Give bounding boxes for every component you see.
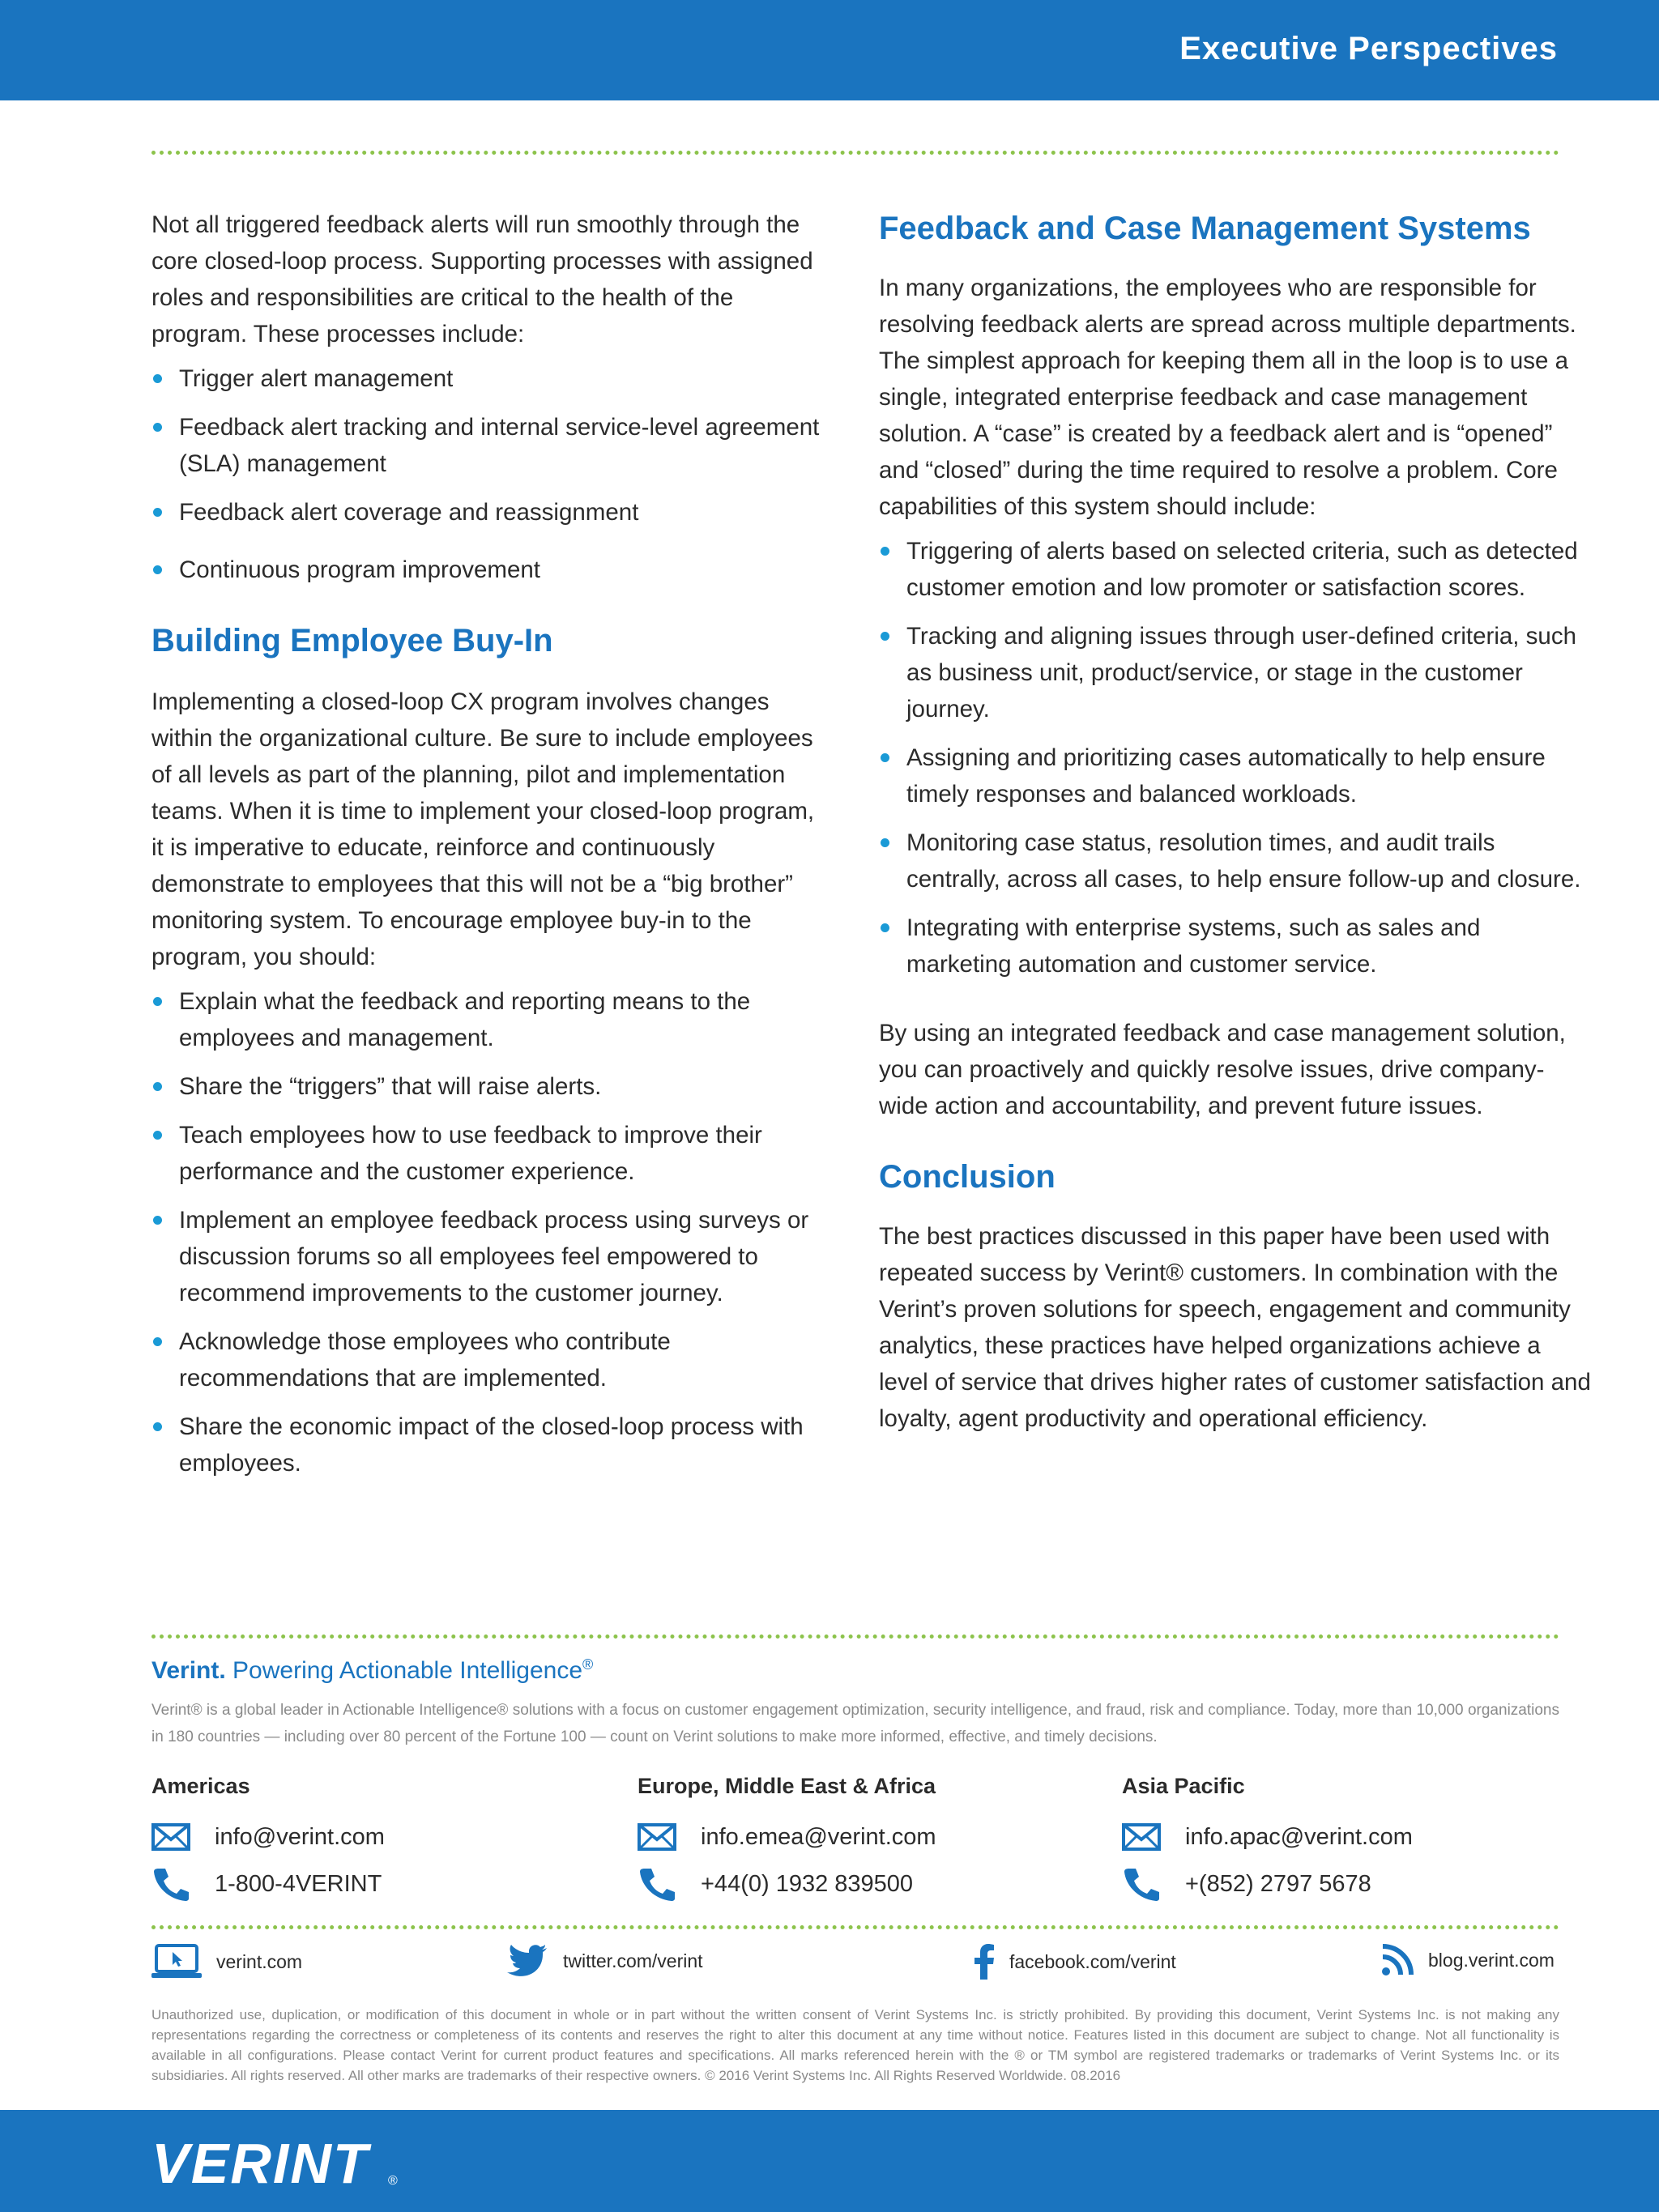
top-divider bbox=[151, 151, 1559, 155]
region-americas bbox=[151, 1774, 385, 1897]
website-text[interactable]: verint.com bbox=[216, 1950, 303, 1972]
region-name: Asia Pacific bbox=[1122, 1774, 1245, 1798]
social-divider bbox=[151, 1925, 1559, 1929]
region-apac bbox=[1122, 1774, 1413, 1897]
conclusion-heading: Conclusion bbox=[879, 1159, 1056, 1195]
brand-name: Verint. bbox=[151, 1657, 226, 1684]
brand-tagline bbox=[151, 1656, 593, 1685]
region-name: Europe, Middle East & Africa bbox=[638, 1774, 936, 1798]
facebook-icon bbox=[974, 1944, 995, 1980]
twitter-icon bbox=[506, 1944, 548, 1978]
phone-contact[interactable] bbox=[638, 1868, 913, 1900]
email-link[interactable]: info@verint.com bbox=[215, 1823, 385, 1850]
conclusion-paragraph: The best practices discussed in this paper have been used with repeated success by Verint® customers. In combination with the Verint’s proven solutions for speech, engagement and community analytics, these practices have helped organizations achieve a level of service that drives higher rates of customer satisfaction and loyalty, agent productivity and operational efficiency. bbox=[879, 1223, 1591, 1432]
capabilities-list bbox=[879, 533, 1592, 982]
buyin-list bbox=[151, 983, 832, 1481]
header-bar bbox=[0, 0, 1659, 100]
rss-icon bbox=[1381, 1944, 1414, 1976]
list-item: Assigning and prioritizing cases automatically to help ensure timely responses and balanced workloads. bbox=[879, 739, 1592, 812]
list-item: Continuous program improvement bbox=[151, 552, 832, 588]
email-contact[interactable] bbox=[151, 1821, 385, 1853]
tagline-text: Powering Actionable Intelligence bbox=[232, 1657, 582, 1684]
email-link[interactable]: info.emea@verint.com bbox=[701, 1823, 936, 1850]
process-list bbox=[151, 360, 832, 588]
list-item: Share the “triggers” that will raise alerts. bbox=[151, 1068, 832, 1105]
email-icon bbox=[151, 1821, 190, 1853]
left-column bbox=[151, 207, 832, 1494]
list-item: Explain what the feedback and reporting means to the employees and management. bbox=[151, 983, 832, 1056]
about-text: Verint® is a global leader in Actionable Intelligence® solutions with a focus on customer engagement optimization, security intelligence, and fraud, risk and compliance. Today, more than 10,000 organizations in 180 countries — including over 80 percent of the Fortune 100 — count on Verint solutions to make more informed, effective, and timely decisions. bbox=[151, 1702, 1559, 1745]
facebook-text[interactable]: facebook.com/verint bbox=[1009, 1950, 1176, 1972]
phone-contact[interactable] bbox=[151, 1868, 382, 1900]
list-item: Feedback alert coverage and reassignment bbox=[151, 494, 832, 531]
list-item: Acknowledge those employees who contribute recommendations that are implemented. bbox=[151, 1323, 832, 1396]
list-item: Share the economic impact of the closed-loop process with employees. bbox=[151, 1409, 832, 1481]
footer-divider bbox=[151, 1634, 1559, 1639]
email-contact[interactable] bbox=[1122, 1821, 1413, 1853]
monitor-icon bbox=[151, 1944, 202, 1980]
email-link[interactable]: info.apac@verint.com bbox=[1185, 1823, 1413, 1850]
logo-text: VERINT bbox=[151, 2134, 369, 2191]
intro-paragraph: Not all triggered feedback alerts will run smoothly through the core closed-loop process. Supporting processes with assigned roles and responsibilities are critical to the health of the program. These processes include: bbox=[151, 211, 813, 347]
footer-bar bbox=[0, 2110, 1659, 2212]
region-emea bbox=[638, 1774, 936, 1897]
list-item: Feedback alert tracking and internal service-level agreement (SLA) management bbox=[151, 409, 832, 482]
list-item: Triggering of alerts based on selected criteria, such as detected customer emotion and low promoter or satisfaction scores. bbox=[879, 533, 1592, 606]
email-icon bbox=[638, 1821, 676, 1853]
list-item: Implement an employee feedback process using surveys or discussion forums so all employees feel empowered to recommend improvements to the customer journey. bbox=[151, 1202, 832, 1311]
phone-number[interactable]: +(852) 2797 5678 bbox=[1185, 1870, 1371, 1897]
website-link[interactable] bbox=[151, 1944, 302, 1980]
phone-contact[interactable] bbox=[1122, 1868, 1371, 1900]
verint-logo bbox=[151, 2134, 403, 2191]
phone-number[interactable]: 1-800-4VERINT bbox=[215, 1870, 382, 1897]
facebook-link[interactable] bbox=[974, 1944, 1176, 1980]
fcm-paragraph: In many organizations, the employees who are responsible for resolving feedback alerts are spread across multiple departments. The simplest approach for keeping them all in the loop is to use a single, integrated enterprise feedback and case management solution. A “case” is created by a feedback alert and is “opened” and “closed” during the time required to resolve a problem. Core capabilities of this system should include: bbox=[879, 275, 1576, 520]
fcm-heading: Feedback and Case Management Systems bbox=[879, 211, 1531, 246]
right-column bbox=[879, 208, 1592, 1437]
region-name: Americas bbox=[151, 1774, 250, 1798]
legal-disclaimer: Unauthorized use, duplication, or modification of this document in whole or in part without the written consent of Verint Systems Inc. is strictly prohibited. By providing this document, Verint Systems Inc. is not making any representations regarding the correctness or completeness of its contents and reserves the right to alter this document at any time without notice. Features listed in this document are subject to change. Not all functionality is available in all configurations. Please contact Verint for current product features and specifications. All marks referenced herein with the ® or TM symbol are registered trademarks or trademarks of Verint Systems Inc. or its subsidiaries. All rights reserved. All other marks are trademarks of their respective owners. © 2016 Verint Systems Inc. All Rights Reserved Worldwide. 08.2016 bbox=[151, 2007, 1559, 2083]
registered-mark: ® bbox=[582, 1656, 594, 1673]
blog-text[interactable]: blog.verint.com bbox=[1428, 1949, 1555, 1971]
phone-number[interactable]: +44(0) 1932 839500 bbox=[701, 1870, 914, 1897]
twitter-text[interactable]: twitter.com/verint bbox=[563, 1950, 703, 1971]
blog-link[interactable] bbox=[1381, 1944, 1555, 1976]
logo-registered-mark: ® bbox=[388, 2174, 398, 2188]
buyin-heading: Building Employee Buy-In bbox=[151, 623, 553, 658]
email-contact[interactable] bbox=[638, 1821, 936, 1853]
list-item: Teach employees how to use feedback to improve their performance and the customer experience. bbox=[151, 1117, 832, 1190]
buyin-paragraph: Implementing a closed-loop CX program involves changes within the organizational culture. Be sure to include employees of all levels as part of the planning, pilot and implementation teams. When it is time to implement your closed-loop program, it is imperative to educate, reinforce and continuously demonstrate to employees that this will not be a “big brother” monitoring system. To encourage employee buy-in to the program, you should: bbox=[151, 688, 815, 970]
list-item: Integrating with enterprise systems, such as sales and marketing automation and customer service. bbox=[879, 910, 1592, 982]
phone-icon bbox=[151, 1868, 190, 1900]
fcm-closing-paragraph: By using an integrated feedback and case management solution, you can proactively and quickly resolve issues, drive company-wide action and accountability, and prevent future issues. bbox=[879, 1020, 1566, 1119]
twitter-link[interactable] bbox=[506, 1944, 703, 1978]
phone-icon bbox=[1122, 1868, 1161, 1900]
list-item: Monitoring case status, resolution times, and audit trails centrally, across all cases, to help ensure follow-up and closure. bbox=[879, 825, 1592, 897]
header-title: Executive Perspectives bbox=[1179, 31, 1558, 66]
phone-icon bbox=[638, 1868, 676, 1900]
list-item: Tracking and aligning issues through user-defined criteria, such as business unit, product/service, or stage in the customer journey. bbox=[879, 618, 1592, 727]
email-icon bbox=[1122, 1821, 1161, 1853]
list-item: Trigger alert management bbox=[151, 360, 832, 397]
